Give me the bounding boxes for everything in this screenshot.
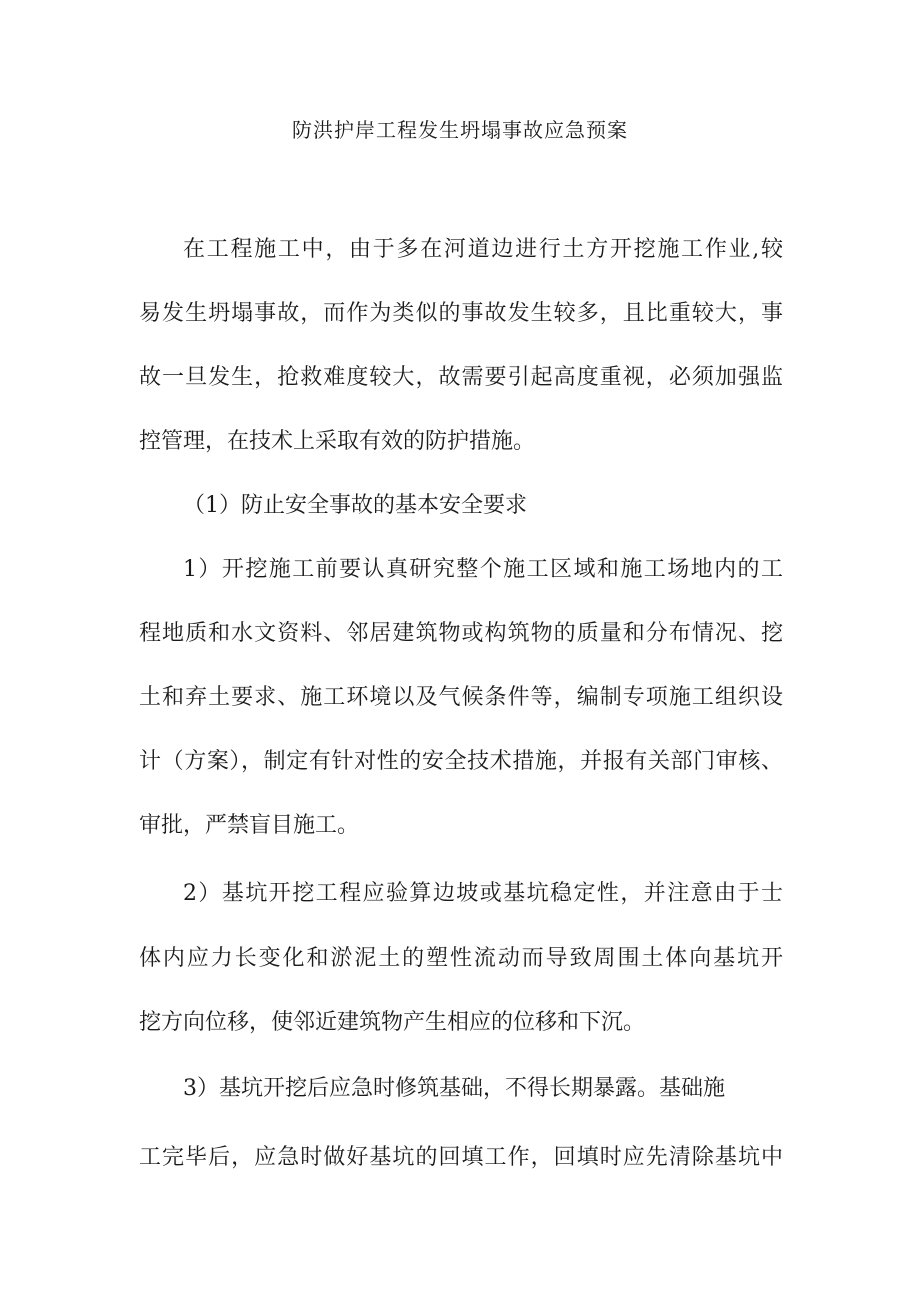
section-heading: （1）防止安全事故的基本安全要求 (183, 493, 527, 518)
intro-line: 控管理，在技术上采取有效的防护措施。 (139, 429, 536, 454)
item-1-line: 土和弃土要求、施工环境以及气候条件等，编制专项施工组织设 (139, 685, 783, 710)
item-1-line: 计（方案），制定有针对性的安全技术措施，并报有关部门审核、 (139, 749, 783, 774)
document-title: 防洪护岸工程发生坍塌事故应急预案 (292, 118, 628, 142)
item-2-line: 2）基坑开挖工程应验算边坡或基坑稳定性，并注意由于士 (183, 881, 783, 906)
item-1-line: 审批，严禁盲目施工。 (139, 813, 360, 838)
item-2-line: 体内应力长变化和淤泥土的塑性流动而导致周围土体向基坑开 (139, 946, 783, 971)
item-2-line: 挖方向位移，使邻近建筑物产生相应的位移和下沉。 (139, 1010, 646, 1035)
item-1-line: 1）开挖施工前要认真研究整个施工区域和施工场地内的工 (183, 557, 783, 582)
intro-line: 易发生坍塌事故，而作为类似的事故发生较多，且比重较大，事 (139, 301, 783, 326)
item-3-line: 3）基坑开挖后应急时修筑基础，不得长期暴露。基础施 (183, 1076, 725, 1101)
item-1-line: 程地质和水文资料、邻居建筑物或构筑物的质量和分布情况、挖 (139, 621, 783, 646)
item-3-line: 工完毕后，应急时做好基坑的回填工作，回填时应先清除基坑中 (139, 1145, 783, 1170)
intro-line: 在工程施工中，由于多在河道边进行土方开挖施工作业,较 (183, 237, 783, 262)
intro-line: 故一旦发生，抢救难度较大，故需要引起高度重视，必须加强监 (139, 365, 783, 390)
